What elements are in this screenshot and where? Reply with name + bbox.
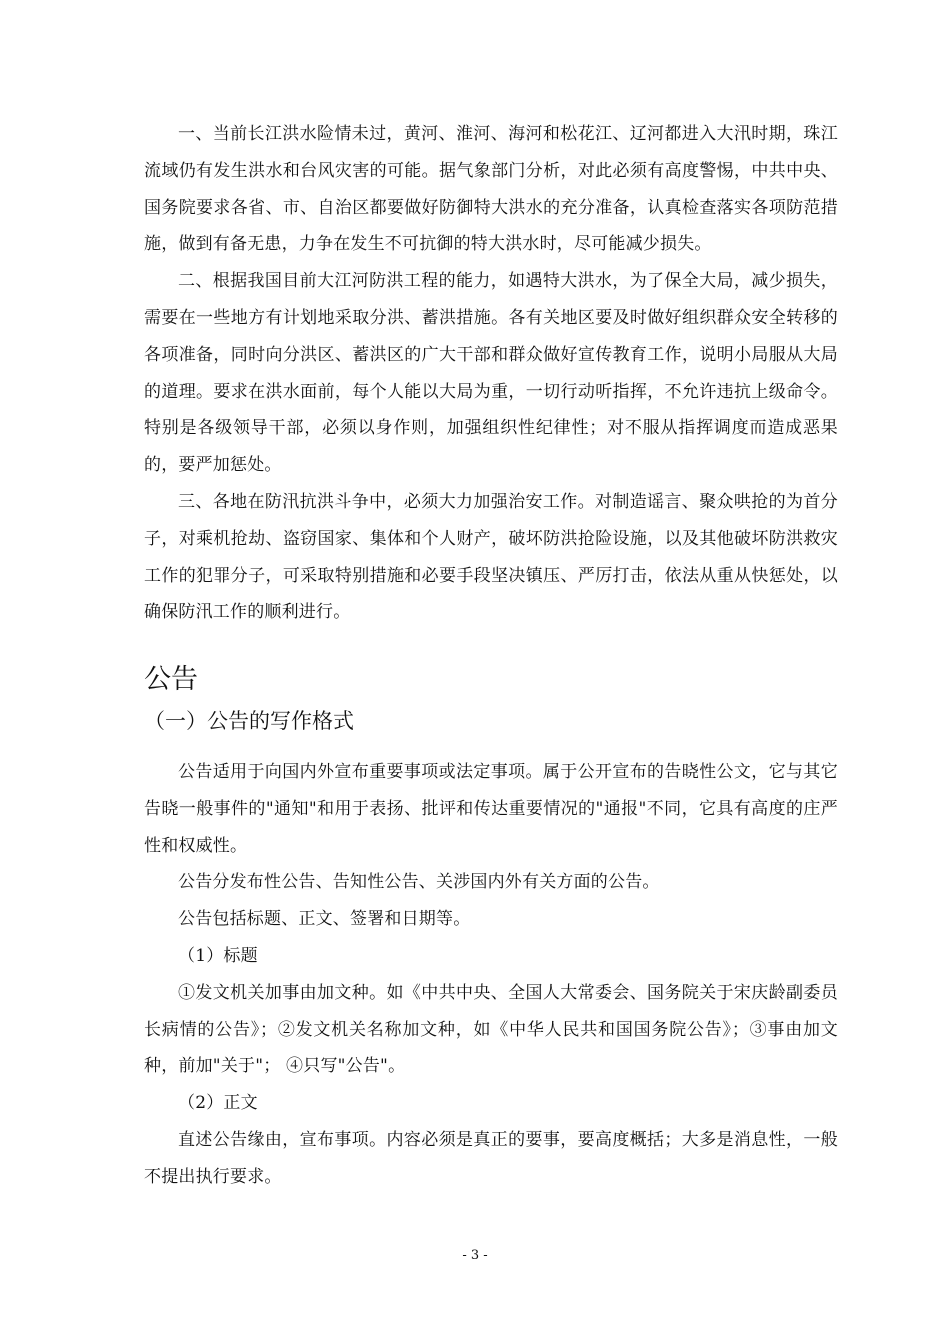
- paragraph-6: 公告包括标题、正文、签署和日期等。: [178, 909, 471, 930]
- item-title-label: （1）标题: [178, 945, 258, 966]
- paragraph-5: 公告分发布性公告、告知性公告、关涉国内外有关方面的公告。: [178, 872, 660, 893]
- section-heading: 公告: [144, 664, 198, 695]
- body-top: [144, 116, 838, 631]
- page-number: - 3 -: [462, 1248, 488, 1263]
- paragraph-2: 二、根据我国目前大江河防洪工程的能力，如遇特大洪水，为了保全大局，减少损失，需要在一些地方有计划地采取分洪、蓄洪措施。各有关地区要及时做好组织群众安全转移的各项准备，同时向分洪区、蓄洪区的广大干部和群众做好宣传教育工作，说明小局服从大局的道理。要求在洪水面前，每个人能以大局为重，一切行动听指挥，不允许违抗上级命令。特别是各级领导干部，必须以身作则，加强组织性纪律性；对不服从指挥调度而造成恶果的，要严加惩处。: [144, 271, 838, 476]
- section-subheading: （一）公告的写作格式: [144, 709, 354, 733]
- paragraph-7: ①发文机关加事由加文种。如《中共中央、全国人大常委会、国务院关于宋庆龄副委员长病情的公告》；②发文机关名称加文种，如《中华人民共和国国务院公告》；③事由加文种，前加"关于"； ④只写"公告"。: [144, 982, 838, 1077]
- item-body-label: （2）正文: [178, 1093, 258, 1114]
- paragraph-1: 一、当前长江洪水险情未过，黄河、淮河、海河和松花江、辽河都进入大汛时期，珠江流域仍有发生洪水和台风灾害的可能。据气象部门分析，对此必须有高度警惕，中共中央、国务院要求各省、市、自治区都要做好防御特大洪水的充分准备，认真检查落实各项防范措施，做到有备无患，力争在发生不可抗御的特大洪水时，尽可能减少损失。: [144, 124, 838, 255]
- body-bottom: [144, 754, 838, 1196]
- paragraph-8: 直述公告缘由，宣布事项。内容必须是真正的要事，要高度概括；大多是消息性，一般不提出执行要求。: [144, 1129, 838, 1187]
- paragraph-3: 三、各地在防汛抗洪斗争中，必须大力加强治安工作。对制造谣言、聚众哄抢的为首分子，对乘机抢劫、盗窃国家、集体和个人财产，破坏防洪抢险设施，以及其他破坏防洪救灾工作的犯罪分子，可采取特别措施和必要手段坚决镇压、严厉打击，依法从重从快惩处，以确保防汛工作的顺利进行。: [144, 491, 838, 623]
- paragraph-4: 公告适用于向国内外宣布重要事项或法定事项。属于公开宣布的告晓性公文，它与其它告晓一般事件的"通知"和用于表扬、批评和传达重要情况的"通报"不同，它具有高度的庄严性和权威性。: [144, 762, 838, 856]
